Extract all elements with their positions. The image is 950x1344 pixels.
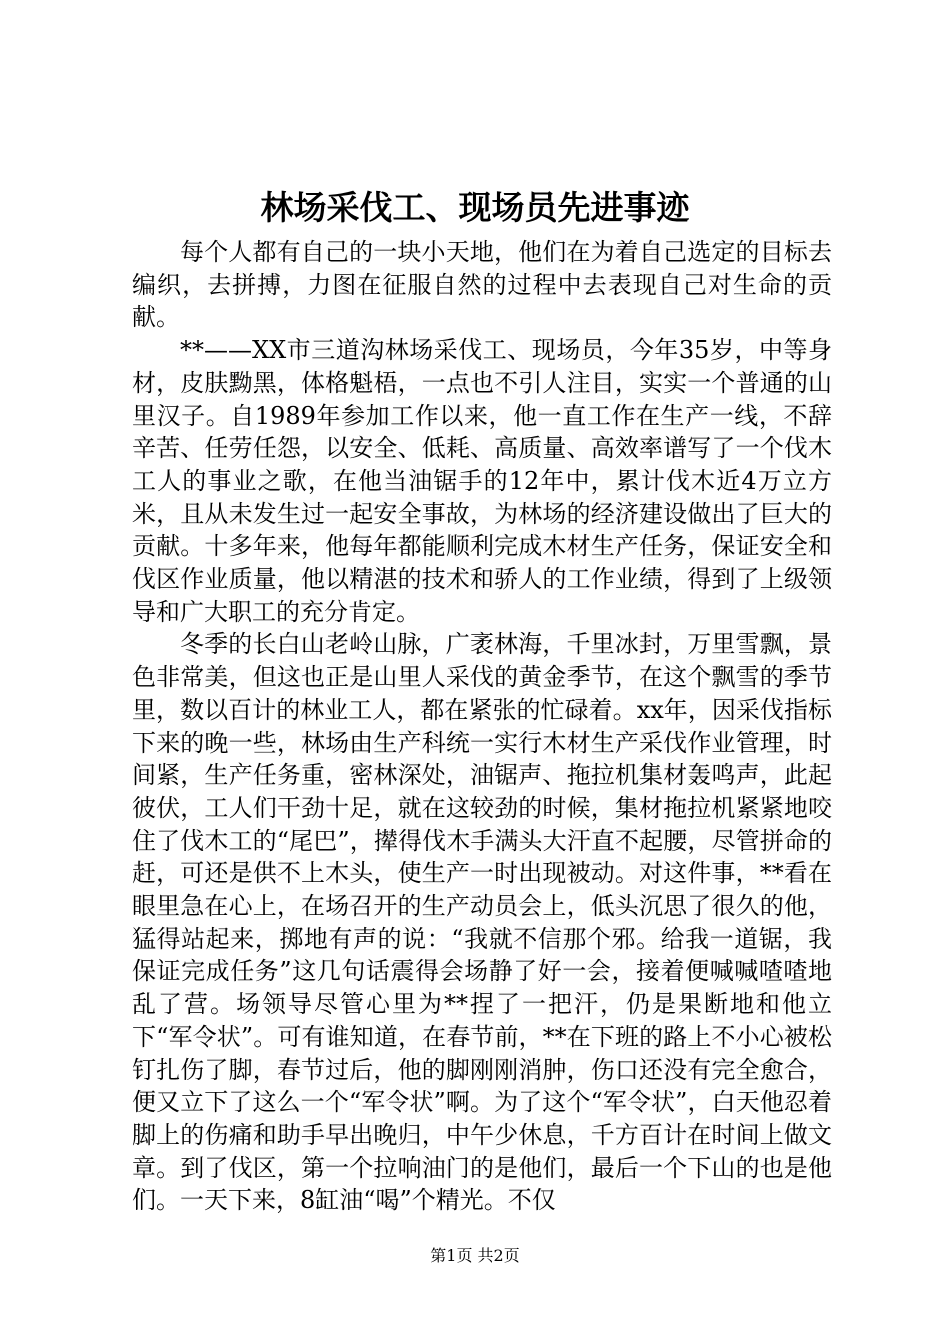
paragraph-profile: **——XX市三道沟林场采伐工、现场员，今年35岁，中等身材，皮肤黝黑，体格魁梧，一点也不引人注目，实实一个普通的山里汉子。自1989年参加工作以来，他一直工作在生产一线，不辞辛苦、任劳任怨，以安全、低耗、高质量、高效率谱写了一个伐木工人的事业之歌，在他当油锯手的12年中，累计伐木近4万立方米，且从未发生过一起安全事故，为林场的经济建设做出了巨大的贡献。十多年来，他每年都能顺利完成木材生产任务，保证安全和伐区作业质量，他以精湛的技术和骄人的工作业绩，得到了上级领导和广大职工的充分肯定。 bbox=[132, 336, 832, 626]
document-body bbox=[132, 236, 832, 1217]
paragraph-intro: 每个人都有自己的一块小天地，他们在为着自己选定的目标去编织，去拼搏，力图在征服自然的过程中去表现自己对生命的贡献。 bbox=[132, 238, 832, 332]
document-title: 林场采伐工、现场员先进事迹 bbox=[260, 188, 690, 227]
page-footer: 第1页 共2页 bbox=[430, 1246, 520, 1265]
paragraph-winter-story: 冬季的长白山老岭山脉，广袤林海，千里冰封，万里雪飘，景色非常美，但这也正是山里人采伐的黄金季节，在这个飘雪的季节里，数以百计的林业工人，都在紧张的忙碌着。xx年，因采伐指标下来的晚一些，林场由生产科统一实行木材生产采伐作业管理，时间紧，生产任务重，密林深处，油锯声、拖拉机集材轰鸣声，此起彼伏，工人们干劲十足，就在这较劲的时候，集材拖拉机紧紧地咬住了伐木工的“尾巴”，撵得伐木手满头大汗直不起腰，尽管拼命的赶，可还是供不上木头，使生产一时出现被动。对这件事，**看在眼里急在心上，在场召开的生产动员会上，低头沉思了很久的他，猛得站起来，掷地有声的说：“我就不信那个邪。给我一道锯，我保证完成任务”这几句话震得会场静了好一会，接着便喊喊喳喳地乱了营。场领导尽管心里为**捏了一把汗，仍是果断地和他立下“军令状”。可有谁知道，在春节前，**在下班的路上不小心被松钉扎伤了脚，春节过后，他的脚刚刚消肿，伤口还没有完全愈合，便又立下了这么一个“军令状”啊。为了这个“军令状”，白天他忍着脚上的伤痛和助手早出晚归，中午少休息，千方百计在时间上做文章。到了伐区，第一个拉响油门的是他们，最后一个下山的也是他们。一天下来，8缸油“喝”个精光。不仅 bbox=[132, 630, 832, 1215]
